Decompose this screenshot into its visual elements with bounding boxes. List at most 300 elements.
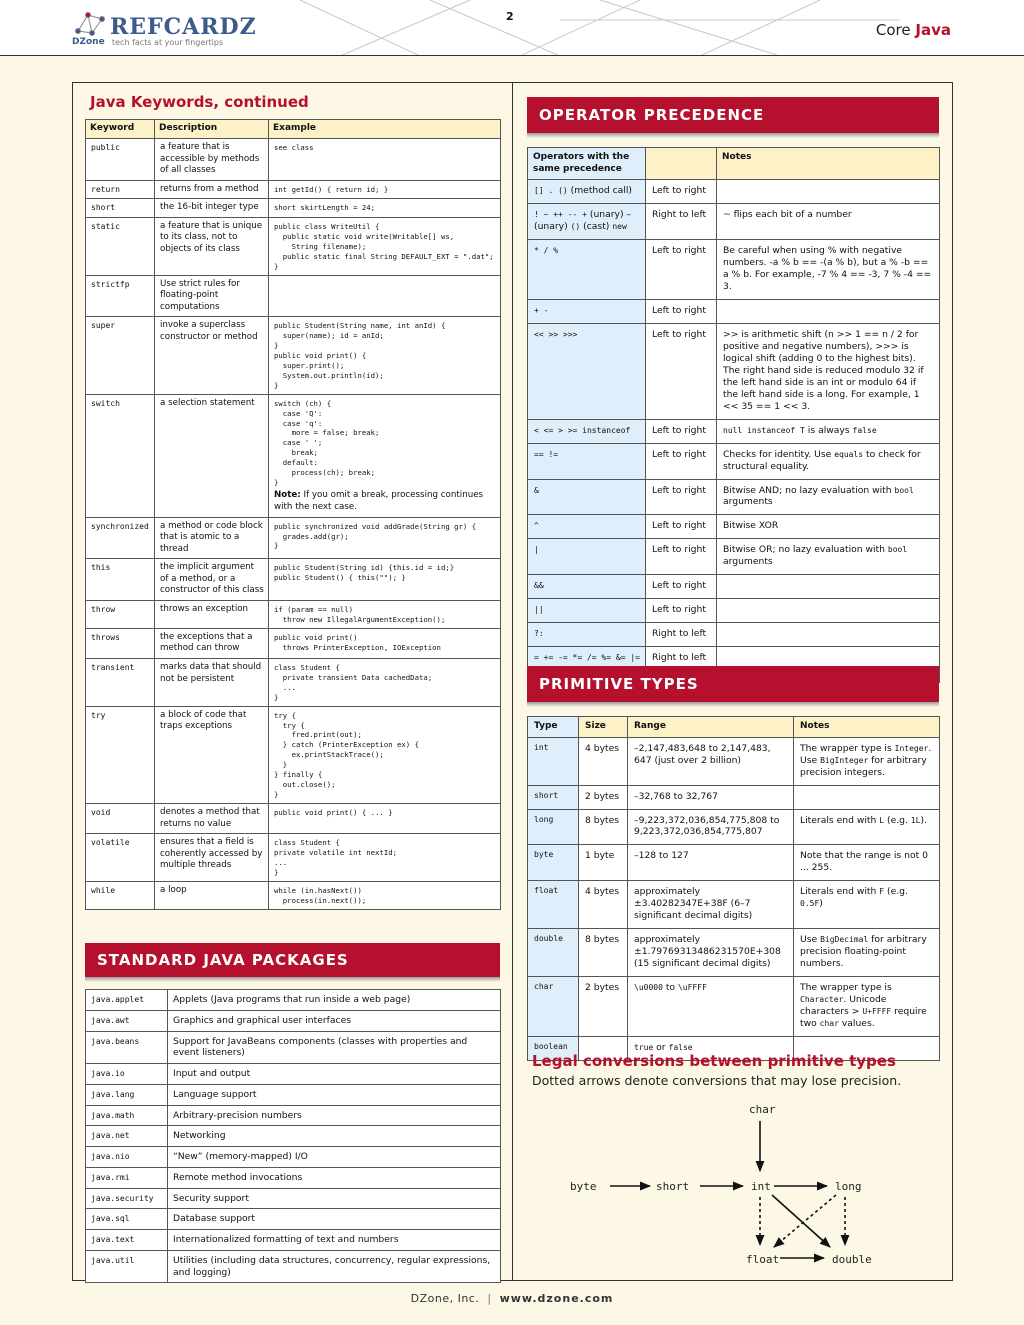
table-row: [86, 317, 501, 394]
size-cell: 1 byte: [579, 845, 628, 881]
associativity-cell: Left to right: [646, 539, 717, 575]
keyword-cell: throws: [86, 628, 155, 658]
type-cell: int: [528, 737, 579, 785]
operator-symbols: * / %: [534, 246, 559, 256]
primitives-table: [527, 716, 940, 1061]
notes-text-after: arguments: [723, 556, 773, 568]
operator-cell: [528, 240, 646, 300]
dzone-logo-icon: [74, 9, 108, 37]
notes-text-after-3: values.: [838, 1017, 875, 1029]
notes-text: Be careful when using % with negative numbers. -a % b == -(a % b), but a % -b == a % b. For example, -7 % 4 == -3, 7 % -4 == 3.: [723, 245, 932, 293]
operator-cell: [528, 575, 646, 599]
table-row: [86, 394, 501, 517]
operator-symbols: << >> >>>: [534, 330, 578, 339]
range-code-2: false: [668, 1042, 693, 1052]
associativity-cell: Left to right: [646, 443, 717, 479]
keyword-cell: throw: [86, 600, 155, 628]
conversions-title: Legal conversions between primitive types: [532, 1052, 896, 1070]
operator-cell: [528, 443, 646, 479]
conversions-subtitle: Dotted arrows denote conversions that may lose precision.: [532, 1073, 902, 1088]
operator-symbols: |: [534, 545, 539, 555]
notes-text: Literals end with: [800, 886, 880, 898]
notes-code: null instanceof T: [723, 425, 805, 435]
range-cell: [628, 737, 794, 785]
table-row: [528, 845, 940, 881]
operators-title: OPERATOR PRECEDENCE: [539, 106, 765, 124]
operator-symbols-2: (): [570, 222, 581, 232]
operator-symbols: = += -= *= /= %= &= |=: [534, 653, 640, 663]
keyword-cell: while: [86, 881, 155, 909]
type-cell: float: [528, 881, 579, 929]
notes-text: is always: [804, 424, 853, 436]
associativity-cell: Right to left: [646, 647, 717, 683]
example-cell: [269, 517, 501, 559]
table-row: [86, 881, 501, 909]
operator-extra: (unary) – (unary): [534, 209, 632, 233]
range-text: approximately ±3.40282347E+38F (6–7 significant decimal digits): [634, 886, 753, 922]
table-row: [86, 1167, 501, 1188]
description-cell: the exceptions that a method can throw: [155, 628, 269, 658]
notes-text-after-2: require two: [800, 1005, 927, 1029]
table-row: [528, 881, 940, 929]
range-text: or: [653, 1041, 669, 1053]
notes-text: The wrapper type is: [800, 742, 895, 754]
example-cell: [269, 600, 501, 628]
keywords-title: Java Keywords, continued: [90, 93, 309, 111]
table-row: [86, 1031, 501, 1064]
header-keyword: Keyword: [86, 120, 155, 139]
package-name-cell: java.math: [86, 1105, 168, 1126]
notes-text: The wrapper type is: [800, 982, 892, 994]
size-cell: 8 bytes: [579, 809, 628, 845]
document-title-accent: Java: [915, 21, 951, 39]
package-description-cell: Security support: [168, 1188, 501, 1209]
operators-table: [527, 147, 940, 683]
range-cell: [628, 929, 794, 977]
size-cell: 4 bytes: [579, 737, 628, 785]
example-code: public Student(String name, int anId) { super(name); id = anId; } public void print() { super.print(); System.out.println(id); }: [274, 321, 446, 390]
package-description-cell: Applets (Java programs that run inside a web page): [168, 990, 501, 1011]
example-cell: [269, 658, 501, 706]
package-name-cell: java.beans: [86, 1031, 168, 1064]
associativity-cell: Left to right: [646, 599, 717, 623]
package-description-cell: Internationalized formatting of text and numbers: [168, 1230, 501, 1251]
example-code: class Student { private transient Data cachedData; ... }: [274, 662, 433, 702]
packages-table-body: [86, 990, 501, 1283]
arrow-int-double: [772, 1195, 830, 1247]
table-row: [86, 1209, 501, 1230]
notes-cell: [794, 845, 940, 881]
arrow-long-float-lossy: [774, 1195, 836, 1247]
package-name-cell: java.text: [86, 1230, 168, 1251]
package-name-cell: java.rmi: [86, 1167, 168, 1188]
operator-cell: [528, 539, 646, 575]
description-cell: a block of code that traps exceptions: [155, 706, 269, 803]
type-cell: boolean: [528, 1036, 579, 1060]
notes-text: Use: [800, 934, 821, 946]
operators-table-body: [528, 180, 940, 683]
example-cell: [269, 834, 501, 882]
table-row: [528, 575, 940, 599]
operator-cell: [528, 300, 646, 324]
table-row: [86, 1126, 501, 1147]
range-cell: [628, 785, 794, 809]
primitives-table-body: [528, 737, 940, 1060]
operator-symbols: [] . (): [534, 186, 568, 196]
header-notes: Notes: [717, 148, 940, 180]
size-cell: 4 bytes: [579, 881, 628, 929]
keyword-cell: transient: [86, 658, 155, 706]
description-cell: the 16-bit integer type: [155, 199, 269, 218]
table-row: [86, 1010, 501, 1031]
operator-symbols: ^: [534, 521, 539, 531]
range-text: –9,223,372,036,854,775,808 to 9,223,372,036,854,775,807: [634, 814, 780, 838]
keyword-cell: this: [86, 559, 155, 601]
package-name-cell: java.lang: [86, 1084, 168, 1105]
example-cell: [269, 180, 501, 199]
example-cell: [269, 628, 501, 658]
type-cell: double: [528, 929, 579, 977]
table-row: [528, 623, 940, 647]
example-cell: [269, 881, 501, 909]
description-cell: ensures that a field is coherently accessed by multiple threads: [155, 834, 269, 882]
keyword-cell: static: [86, 217, 155, 275]
package-name-cell: java.applet: [86, 990, 168, 1011]
node-short: short: [656, 1180, 690, 1193]
table-row: [528, 515, 940, 539]
range-cell: [628, 977, 794, 1037]
operator-cell: [528, 204, 646, 240]
package-description-cell: Remote method invocations: [168, 1167, 501, 1188]
package-description-cell: Graphics and graphical user interfaces: [168, 1010, 501, 1031]
keyword-cell: try: [86, 706, 155, 803]
description-cell: a loop: [155, 881, 269, 909]
keywords-table-body: [86, 138, 501, 909]
operators-banner: [527, 97, 939, 133]
example-cell: [269, 138, 501, 180]
notes-cell: [794, 809, 940, 845]
operator-cell: [528, 479, 646, 515]
notes-code-2: 1L: [910, 815, 921, 825]
table-row: [528, 180, 940, 204]
notes-cell: [717, 204, 940, 240]
table-header-row: [528, 717, 940, 738]
package-description-cell: Support for JavaBeans components (classes with properties and event listeners): [168, 1031, 501, 1064]
associativity-cell: Left to right: [646, 300, 717, 324]
operator-symbols: ||: [534, 605, 544, 615]
notes-text-after: . Use: [800, 742, 932, 766]
table-row: [528, 443, 940, 479]
description-cell: marks data that should not be persistent: [155, 658, 269, 706]
header-example: Example: [269, 120, 501, 139]
example-code: see class: [274, 142, 314, 152]
conversions-diagram: [560, 1095, 900, 1275]
notes-code: bool: [887, 545, 908, 555]
operator-cell: [528, 324, 646, 420]
range-code: \u0000: [634, 983, 663, 993]
table-row: [86, 217, 501, 275]
keyword-cell: volatile: [86, 834, 155, 882]
associativity-cell: Left to right: [646, 575, 717, 599]
range-cell: [628, 881, 794, 929]
table-row: [86, 803, 501, 833]
notes-code: equals: [834, 449, 864, 459]
example-code: short skirtLength = 24;: [274, 203, 376, 213]
node-byte: byte: [570, 1180, 597, 1193]
description-cell: a method or code block that is atomic to a thread: [155, 517, 269, 559]
notes-cell: [794, 881, 940, 929]
table-row: [528, 737, 940, 785]
table-row: [86, 1188, 501, 1209]
footer-company: DZone, Inc.: [410, 1292, 480, 1305]
packages-table: [85, 989, 501, 1283]
notes-cell: [794, 737, 940, 785]
operator-cell: [528, 623, 646, 647]
table-row: [86, 1084, 501, 1105]
description-cell: throws an exception: [155, 600, 269, 628]
table-row: [86, 706, 501, 803]
notes-text: Literals end with: [800, 814, 880, 826]
package-name-cell: java.util: [86, 1250, 168, 1283]
operator-symbols: &: [534, 485, 539, 495]
table-row: [86, 199, 501, 218]
keywords-table: [85, 119, 501, 910]
notes-code-2: U+FFFF: [862, 1006, 892, 1016]
primitives-banner: [527, 666, 939, 702]
operator-cell: [528, 419, 646, 443]
notes-text: Bitwise XOR: [723, 520, 779, 532]
keyword-cell: short: [86, 199, 155, 218]
table-row: [528, 300, 940, 324]
table-row: [528, 809, 940, 845]
range-text: to: [662, 982, 678, 994]
package-name-cell: java.awt: [86, 1010, 168, 1031]
notes-text-after-2: ): [819, 898, 823, 910]
header-range: Range: [628, 717, 794, 738]
page-number: 2: [506, 10, 514, 23]
document-title: [876, 21, 951, 39]
example-code: public void print() { ... }: [274, 807, 393, 817]
operator-cell: [528, 180, 646, 204]
description-cell: denotes a method that returns no value: [155, 803, 269, 833]
example-cell: [269, 394, 501, 517]
notes-cell: [717, 515, 940, 539]
notes-cell: [717, 300, 940, 324]
operator-extra: (method call): [567, 185, 632, 197]
keyword-cell: return: [86, 180, 155, 199]
type-cell: short: [528, 785, 579, 809]
example-cell: [269, 706, 501, 803]
notes-text-after: to check for structural equality.: [723, 448, 921, 472]
table-row: [528, 977, 940, 1037]
type-cell: long: [528, 809, 579, 845]
header-operators: Operators with the same precedence: [528, 148, 646, 180]
header-type: Type: [528, 717, 579, 738]
node-long: long: [835, 1180, 862, 1193]
example-cell: [269, 317, 501, 394]
example-cell: [269, 217, 501, 275]
table-row: [528, 419, 940, 443]
table-row: [86, 1105, 501, 1126]
keyword-cell: strictfp: [86, 275, 155, 317]
example-code: while (in.hasNext()) process(in.next());: [274, 885, 367, 905]
operator-symbols: == !=: [534, 449, 559, 459]
example-note: [274, 490, 496, 514]
table-header-row: [86, 120, 501, 139]
range-text: approximately ±1.79769313486231570E+308 (15 significant decimal digits): [634, 934, 781, 970]
notes-text-after: (e.g.: [884, 814, 911, 826]
notes-cell: [717, 575, 940, 599]
operator-symbols: ! ~ ++ -- +: [534, 210, 587, 220]
size-cell: 8 bytes: [579, 929, 628, 977]
header-associativity: [646, 148, 717, 180]
notes-cell: [794, 929, 940, 977]
table-row: [86, 658, 501, 706]
table-row: [86, 180, 501, 199]
node-int: int: [751, 1180, 771, 1193]
table-row: [86, 138, 501, 180]
type-cell: char: [528, 977, 579, 1037]
header-description: Description: [155, 120, 269, 139]
notes-cell: [794, 977, 940, 1037]
packages-banner: [85, 943, 500, 977]
table-header-row: [528, 148, 940, 180]
notes-code: Integer: [894, 743, 929, 753]
package-description-cell: Input and output: [168, 1064, 501, 1085]
associativity-cell: Left to right: [646, 324, 717, 420]
notes-text-after: (e.g.: [884, 886, 908, 898]
example-code: if (param == null) throw new IllegalArgumentException();: [274, 604, 446, 624]
document-title-prefix: Core: [875, 21, 916, 39]
table-row: [86, 600, 501, 628]
description-cell: Use strict rules for floating-point computations: [155, 275, 269, 317]
node-char: char: [749, 1103, 776, 1116]
notes-cell: [717, 443, 940, 479]
example-cell: [269, 275, 501, 317]
package-description-cell: Database support: [168, 1209, 501, 1230]
notes-text-after: . Unicode characters >: [800, 993, 887, 1017]
logo-tagline: tech facts at your fingertips: [112, 38, 224, 47]
notes-cell: [717, 180, 940, 204]
example-code: public void print() throws PrinterException, IOException: [274, 632, 441, 652]
table-row: [86, 275, 501, 317]
notes-text-after: for arbitrary precision floating-point numbers.: [800, 934, 927, 970]
table-row: [528, 204, 940, 240]
operator-symbols: + -: [534, 306, 549, 316]
description-cell: a feature that is accessible by methods of all classes: [155, 138, 269, 180]
table-row: [86, 834, 501, 882]
keyword-cell: void: [86, 803, 155, 833]
footer-separator: |: [487, 1292, 492, 1305]
table-row: [86, 990, 501, 1011]
table-row: [528, 479, 940, 515]
table-row: [86, 559, 501, 601]
type-cell: byte: [528, 845, 579, 881]
package-description-cell: Arbitrary-precision numbers: [168, 1105, 501, 1126]
notes-cell: [794, 785, 940, 809]
notes-cell: [717, 240, 940, 300]
example-cell: [269, 559, 501, 601]
table-row: [528, 240, 940, 300]
notes-code-2: 0.5F: [800, 899, 820, 909]
table-row: [86, 1250, 501, 1283]
table-row: [86, 628, 501, 658]
range-text: –2,147,483,648 to 2,147,483, 647 (just over 2 billion): [634, 742, 771, 766]
table-row: [528, 324, 940, 420]
logo-brand: DZone: [72, 37, 105, 47]
notes-cell: [717, 599, 940, 623]
page-header: [0, 0, 1024, 56]
notes-text: >> is arithmetic shift (n >> 1 == n / 2 for positive and negative numbers), >>> is logical shift (adding 0 to the highest bits). The right hand side is reduced modulo 32 if the left hand side is an int or modulo 64 if the left hand side is a long. For example, 1 << 35 == 1 << 3.: [723, 329, 924, 412]
example-code: int getId() { return id; }: [274, 184, 389, 194]
notes-text: Bitwise AND; no lazy evaluation with: [723, 484, 895, 496]
table-row: [86, 517, 501, 559]
example-code: try { try { fred.print(out); } catch (PrinterException ex) { ex.printStackTrace(); } } finally { out.close(); }: [274, 710, 419, 800]
notes-text: ~ flips each bit of a number: [723, 209, 852, 221]
package-name-cell: java.io: [86, 1064, 168, 1085]
notes-code-2: BigInteger: [820, 755, 869, 765]
description-cell: a selection statement: [155, 394, 269, 517]
operator-symbols: ?:: [534, 629, 544, 639]
range-cell: [628, 809, 794, 845]
notes-text-after-2: ).: [920, 814, 927, 826]
example-cell: [269, 199, 501, 218]
node-double: double: [832, 1253, 872, 1266]
description-cell: a feature that is unique to its class, not to objects of its class: [155, 217, 269, 275]
operator-symbols-3: new: [612, 222, 627, 232]
notes-code: bool: [894, 485, 914, 495]
notes-cell: [717, 479, 940, 515]
example-code: public synchronized void addGrade(String gr) { grades.add(gr); }: [274, 521, 477, 551]
description-cell: invoke a superclass constructor or method: [155, 317, 269, 394]
notes-text-after-2: for arbitrary precision integers.: [800, 754, 927, 778]
notes-text: Note that the range is not 0 ... 255.: [800, 850, 928, 874]
column-divider: [512, 82, 513, 1281]
example-code: public class WriteUtil { public static void write(Writable[] ws, String filename); public static final String DEFAULT_EXT = ".dat"; }: [274, 221, 494, 271]
associativity-cell: Right to left: [646, 623, 717, 647]
primitives-title: PRIMITIVE TYPES: [539, 675, 699, 693]
table-row: [528, 929, 940, 977]
example-code: switch (ch) { case 'Q': case 'q': more = false; break; case ' '; break; default: process(ch); break; }: [274, 398, 380, 488]
description-cell: the implicit argument of a method, or a constructor of this class: [155, 559, 269, 601]
associativity-cell: Left to right: [646, 515, 717, 539]
range-code-2: \uFFFF: [677, 983, 707, 993]
notes-cell: [717, 539, 940, 575]
notes-code-2: false: [852, 425, 877, 435]
table-row: [86, 1147, 501, 1168]
node-float: float: [746, 1253, 780, 1266]
keyword-cell: super: [86, 317, 155, 394]
footer-url[interactable]: www.dzone.com: [499, 1292, 614, 1305]
keyword-cell: synchronized: [86, 517, 155, 559]
notes-code: F: [879, 887, 885, 897]
example-code: class Student { private volatile int nextId; ... }: [274, 838, 398, 877]
keyword-cell: public: [86, 138, 155, 180]
notes-code: L: [879, 815, 885, 825]
description-cell: returns from a method: [155, 180, 269, 199]
package-name-cell: java.sql: [86, 1209, 168, 1230]
range-cell: [628, 845, 794, 881]
operator-symbols: &&: [534, 581, 544, 591]
size-cell: 2 bytes: [579, 977, 628, 1037]
package-description-cell: Networking: [168, 1126, 501, 1147]
table-row: [86, 1064, 501, 1085]
package-description-cell: “New” (memory-mapped) I/O: [168, 1147, 501, 1168]
note-label: Note:: [274, 489, 301, 500]
package-description-cell: Language support: [168, 1084, 501, 1105]
logo-title: REFCARDZ: [110, 14, 257, 40]
operator-cell: [528, 599, 646, 623]
